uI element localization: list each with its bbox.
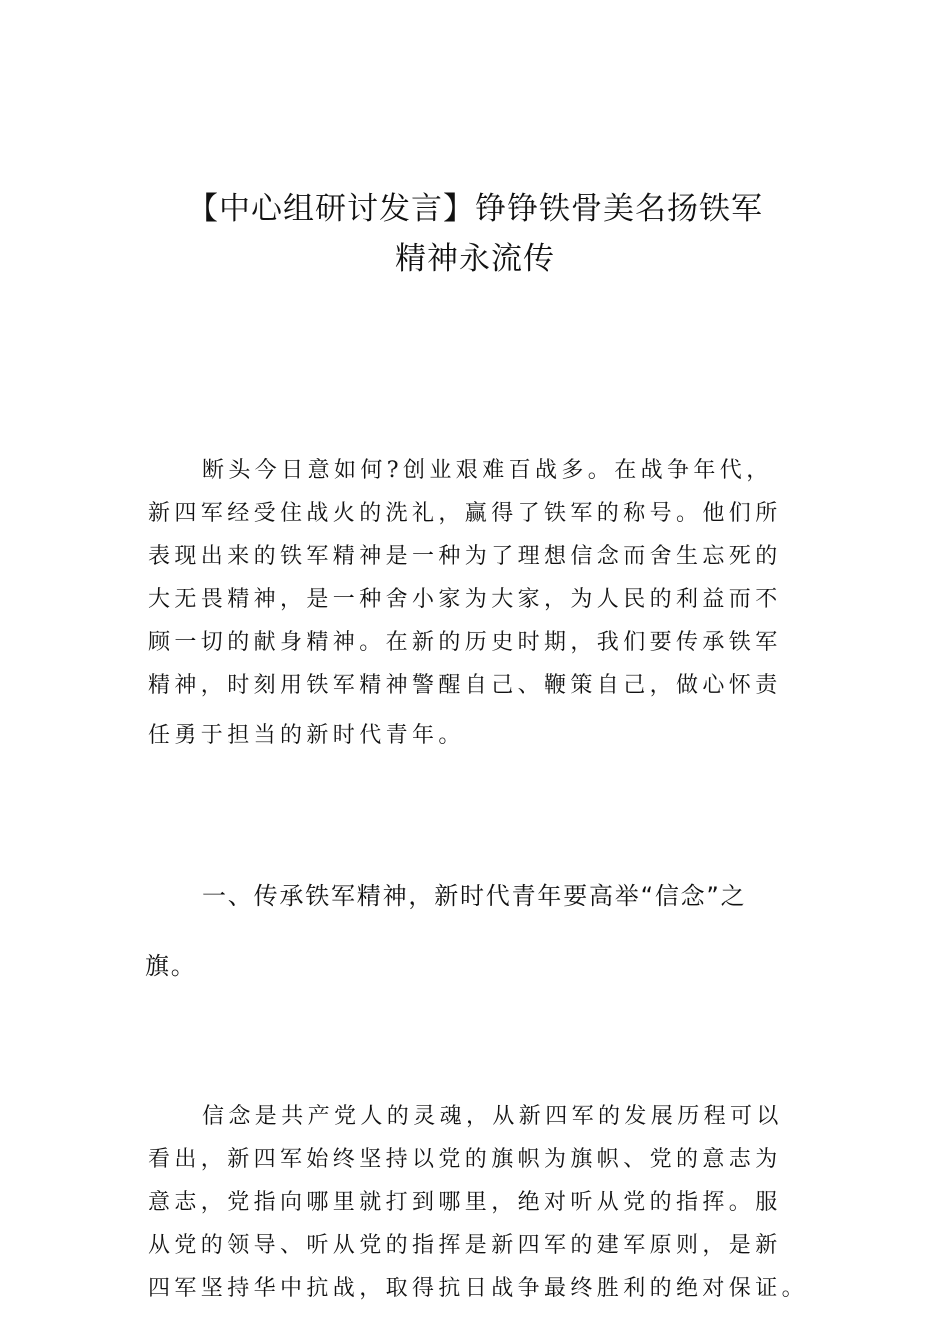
document-title xyxy=(100,184,850,284)
paragraph-line: 看出，新四军始终坚持以党的旗帜为旗帜、党的意志为 xyxy=(148,1147,782,1172)
heading-line: 旗。 xyxy=(145,952,197,980)
paragraph-line: 任勇于担当的新时代青年。 xyxy=(148,723,465,748)
paragraph-line: 意志，党指向哪里就打到哪里，绝对听从党的指挥。服 xyxy=(148,1190,782,1215)
paragraph-line: 从党的领导、听从党的指挥是新四军的建军原则，是新 xyxy=(148,1233,782,1258)
paragraph-line: 顾一切的献身精神。在新的历史时期，我们要传承铁军 xyxy=(148,630,782,655)
title-line: 精神永流传 xyxy=(395,241,555,277)
intro-paragraph xyxy=(148,449,808,757)
heading-line: 一、传承铁军精神，新时代青年要高举“信念”之 xyxy=(202,882,747,910)
paragraph-line: 四军坚持华中抗战，取得抗日战争最终胜利的绝对保证。 xyxy=(148,1276,809,1301)
paragraph-line: 大无畏精神，是一种舍小家为大家，为人民的利益而不 xyxy=(148,587,782,612)
section-heading xyxy=(145,874,815,988)
body-paragraph xyxy=(148,1095,808,1310)
paragraph-line: 断头今日意如何?创业艰难百战多。在战争年代， xyxy=(202,458,773,483)
paragraph-line: 精神，时刻用铁军精神警醒自己、鞭策自己，做心怀责 xyxy=(148,673,782,698)
paragraph-line: 信念是共产党人的灵魂，从新四军的发展历程可以 xyxy=(202,1104,783,1129)
paragraph-line: 表现出来的铁军精神是一种为了理想信念而舍生忘死的 xyxy=(148,544,782,569)
paragraph-line: 新四军经受住战火的洗礼，赢得了铁军的称号。他们所 xyxy=(148,501,782,526)
title-line: 【中心组研讨发言】铮铮铁骨美名扬铁军 xyxy=(187,191,763,227)
